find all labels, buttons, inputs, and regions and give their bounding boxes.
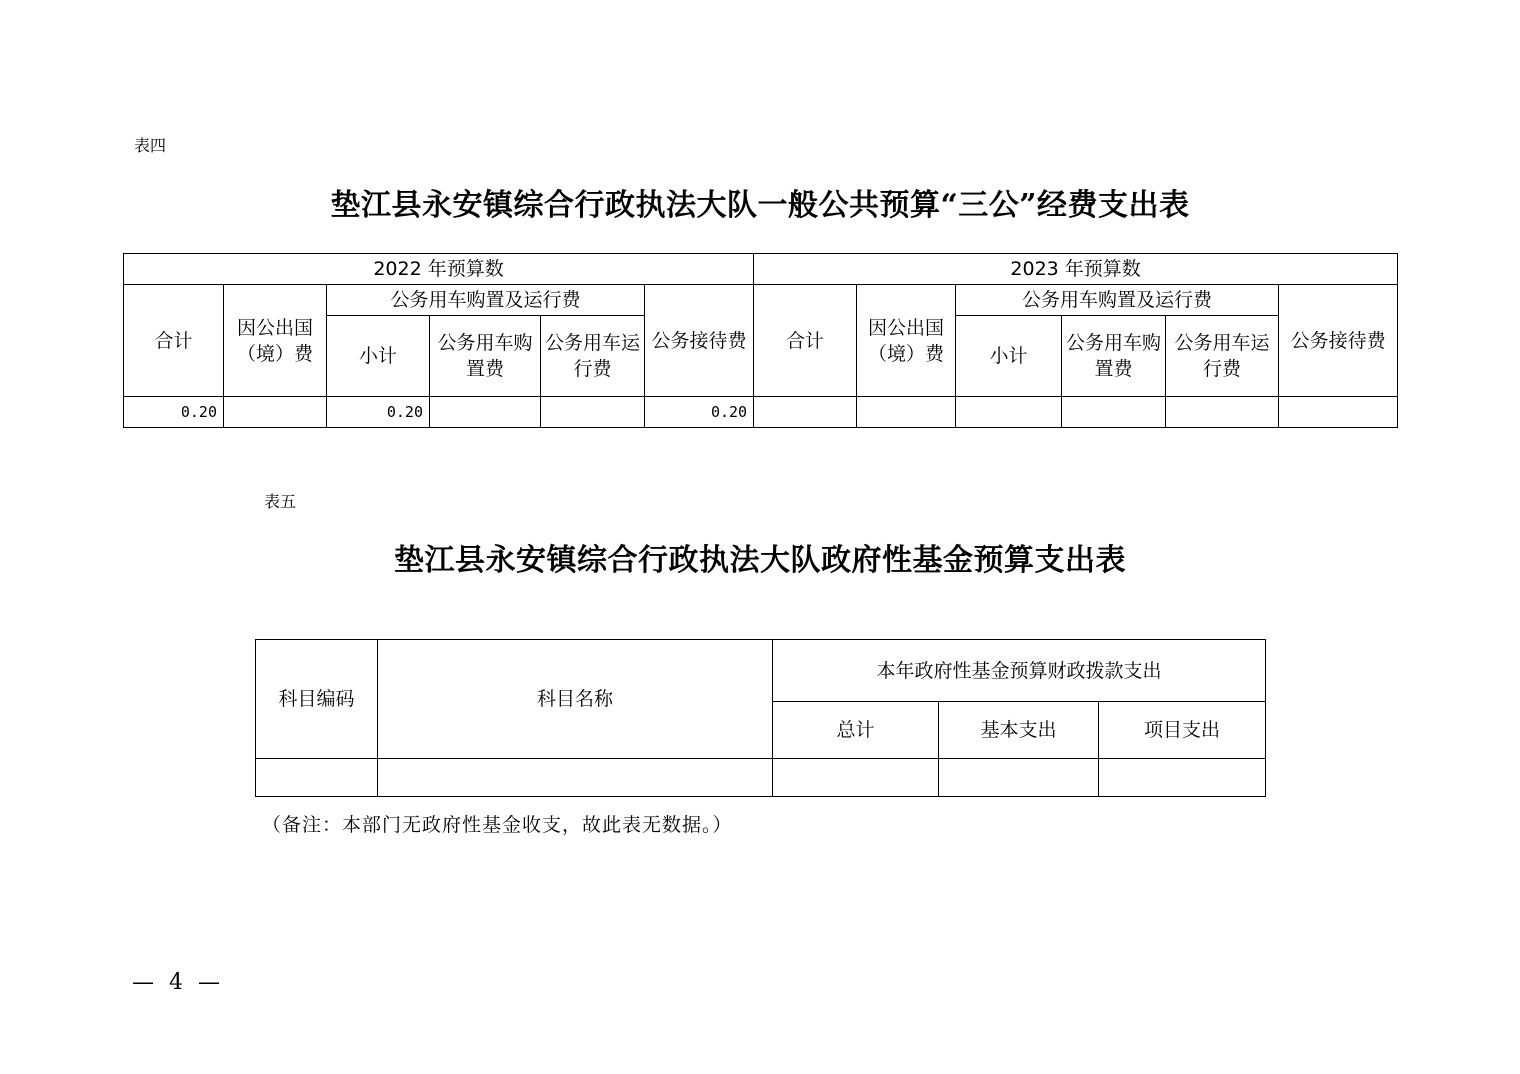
cell-2023-abroad [857,397,956,428]
cell-total [773,759,939,797]
header-2023-vehicle-purchase: 公务用车购置费 [1062,316,1166,397]
header-total: 总计 [773,702,939,759]
header-2022-abroad: 因公出国（境）费 [224,285,327,397]
cell-2022-vehicle-purchase [430,397,541,428]
header-2022-total: 合计 [124,285,224,397]
government-fund-table [255,639,1266,797]
table5-tag: 表五 [264,492,297,511]
cell-name [378,759,773,797]
header-2022-reception: 公务接待费 [645,285,754,397]
header-2022-vehicle-group: 公务用车购置及运行费 [327,285,645,316]
cell-2022-abroad [224,397,327,428]
table4-title: 垫江县永安镇综合行政执法大队一般公共预算“三公”经费支出表 [330,188,1190,223]
cell-2023-subtotal [956,397,1062,428]
header-2023-abroad: 因公出国（境）费 [857,285,956,397]
table4-tag: 表四 [134,136,167,155]
cell-2022-subtotal: 0.20 [327,397,430,428]
cell-2023-total [754,397,857,428]
header-fund-group: 本年政府性基金预算财政拨款支出 [773,640,1266,702]
header-2023-vehicle-group: 公务用车购置及运行费 [956,285,1279,316]
cell-2023-vehicle-purchase [1062,397,1166,428]
table5-note: （备注：本部门无政府性基金收支，故此表无数据。） [262,814,733,836]
cell-project [1099,759,1266,797]
three-public-expense-table [123,253,1398,428]
cell-2022-reception: 0.20 [645,397,754,428]
header-2022-subtotal: 小计 [327,316,430,397]
page-number: — 4 — [132,970,224,995]
cell-code [256,759,378,797]
header-2022-vehicle-run: 公务用车运行费 [541,316,645,397]
year-2022-header: 2022 年预算数 [124,254,754,285]
cell-2023-reception [1279,397,1398,428]
table-row [124,397,1398,428]
header-code: 科目编码 [256,640,378,759]
header-basic: 基本支出 [939,702,1099,759]
header-2023-reception: 公务接待费 [1279,285,1398,397]
header-name: 科目名称 [378,640,773,759]
cell-2023-vehicle-run [1166,397,1279,428]
cell-2022-total: 0.20 [124,397,224,428]
table-row [256,759,1266,797]
header-2022-vehicle-purchase: 公务用车购置费 [430,316,541,397]
header-2023-subtotal: 小计 [956,316,1062,397]
header-2023-total: 合计 [754,285,857,397]
table5-title: 垫江县永安镇综合行政执法大队政府性基金预算支出表 [394,543,1126,578]
header-2023-vehicle-run: 公务用车运行费 [1166,316,1279,397]
cell-basic [939,759,1099,797]
header-project: 项目支出 [1099,702,1266,759]
year-2023-header: 2023 年预算数 [754,254,1398,285]
cell-2022-vehicle-run [541,397,645,428]
